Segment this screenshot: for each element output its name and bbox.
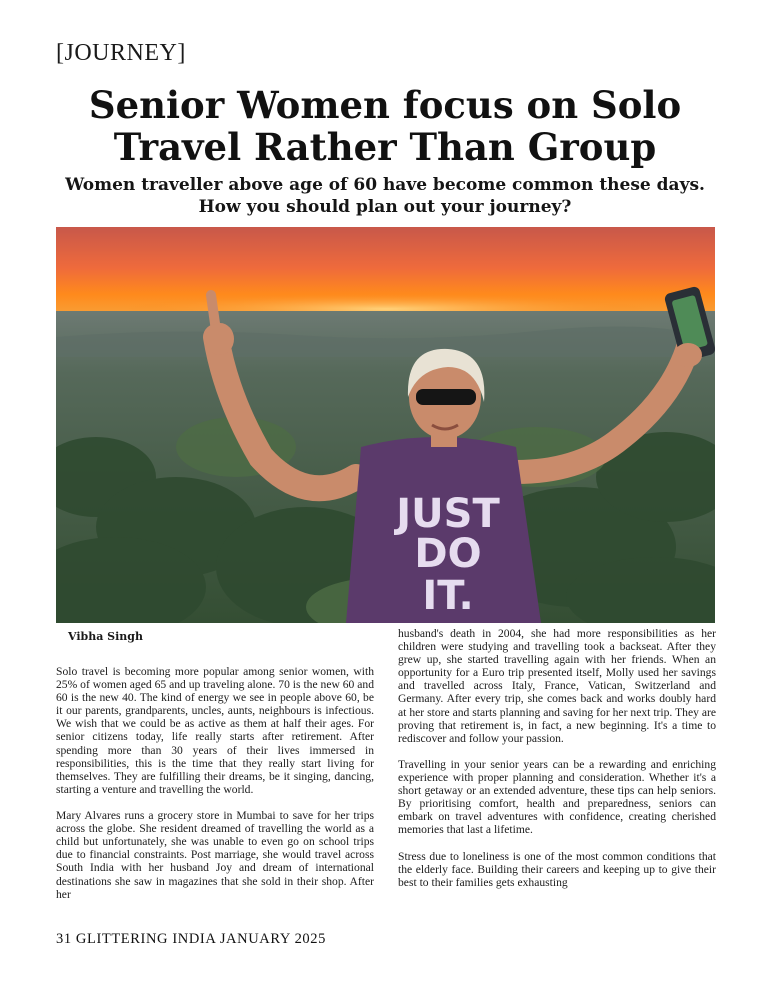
hero-photo-illustration [56, 227, 715, 623]
headline-line-2: Travel Rather Than Group [113, 125, 657, 169]
page-footer: 31 GLITTERING INDIA JANUARY 2025 [56, 931, 326, 947]
shirt-text-line-2: DO [414, 531, 482, 577]
headline [30, 84, 740, 168]
standfirst [30, 174, 740, 218]
standfirst-line-1: Women traveller above age of 60 have become common these days. [65, 175, 705, 195]
headline-line-1: Senior Women focus on Solo [88, 83, 682, 127]
section-tag: [JOURNEY] [56, 40, 186, 66]
article-paragraph: Solo travel is becoming more popular among senior women, with 25% of women aged 65 and up traveling alone. 70 is the new 60 and 60 is the new 40. The kind of energy we see in people above 60, be it our parents, grandparents, uncles, aunts, neighbours is infectious. We wish that we could be as active as them at half their ages. For senior citizens today, life really starts after retirement. After spending more than 30 years of their lives immersed in responsibilities, this is the time that they really start living for themselves. They are fulfilling their dreams, be it singing, dancing, starting a venture and travelling the world. [56, 665, 374, 796]
photo-caption: Vibha Singh [68, 630, 143, 643]
hero-photo [56, 227, 715, 623]
shirt-text-line-1: JUST [396, 491, 500, 537]
article-paragraph: Travelling in your senior years can be a rewarding and enriching experience with proper planning and consideration. Whether it's a short getaway or an extended adventure, these tips can help seniors. By prioritising comfort, health and preparedness, seniors can embark on travel adventures with confidence, creating cherished memories that last a lifetime. [398, 757, 716, 837]
shirt-text-line-3: IT. [422, 573, 474, 619]
article-paragraph: Stress due to loneliness is one of the most common conditions that the elderly face. Building their careers and keeping up to give their best to their families gets exhausting [398, 849, 716, 889]
article-paragraph: husband's death in 2004, she had more responsibilities as her children were studying and travelling took a backseat. After they grew up, she started travelling again with her friends. When an opportunity for a Euro trip presented itself, Molly used her savings and travelled across Italy, France, Vatican, Switzerland and Germany. After every trip, she comes back and works doubly hard at her store and starts planning and saving for her next trip. They are proving that retirement is, in fact, a new beginning. It's a time to rediscover and follow your passion. [398, 627, 716, 745]
article-column-left [56, 665, 374, 914]
article-column-right [398, 627, 716, 902]
standfirst-line-2: How you should plan out your journey? [198, 197, 572, 217]
article-paragraph: Mary Alvares runs a grocery store in Mumbai to save for her trips across the globe. She resident dreamed of travelling the world as a child but unfortunately, she was unable to even go on school trips due to financial constraints. Post marriage, she would travel across South India with her husband Joy and dream of international destinations she saw in magazines that she sold in their shop. After her [56, 809, 374, 901]
